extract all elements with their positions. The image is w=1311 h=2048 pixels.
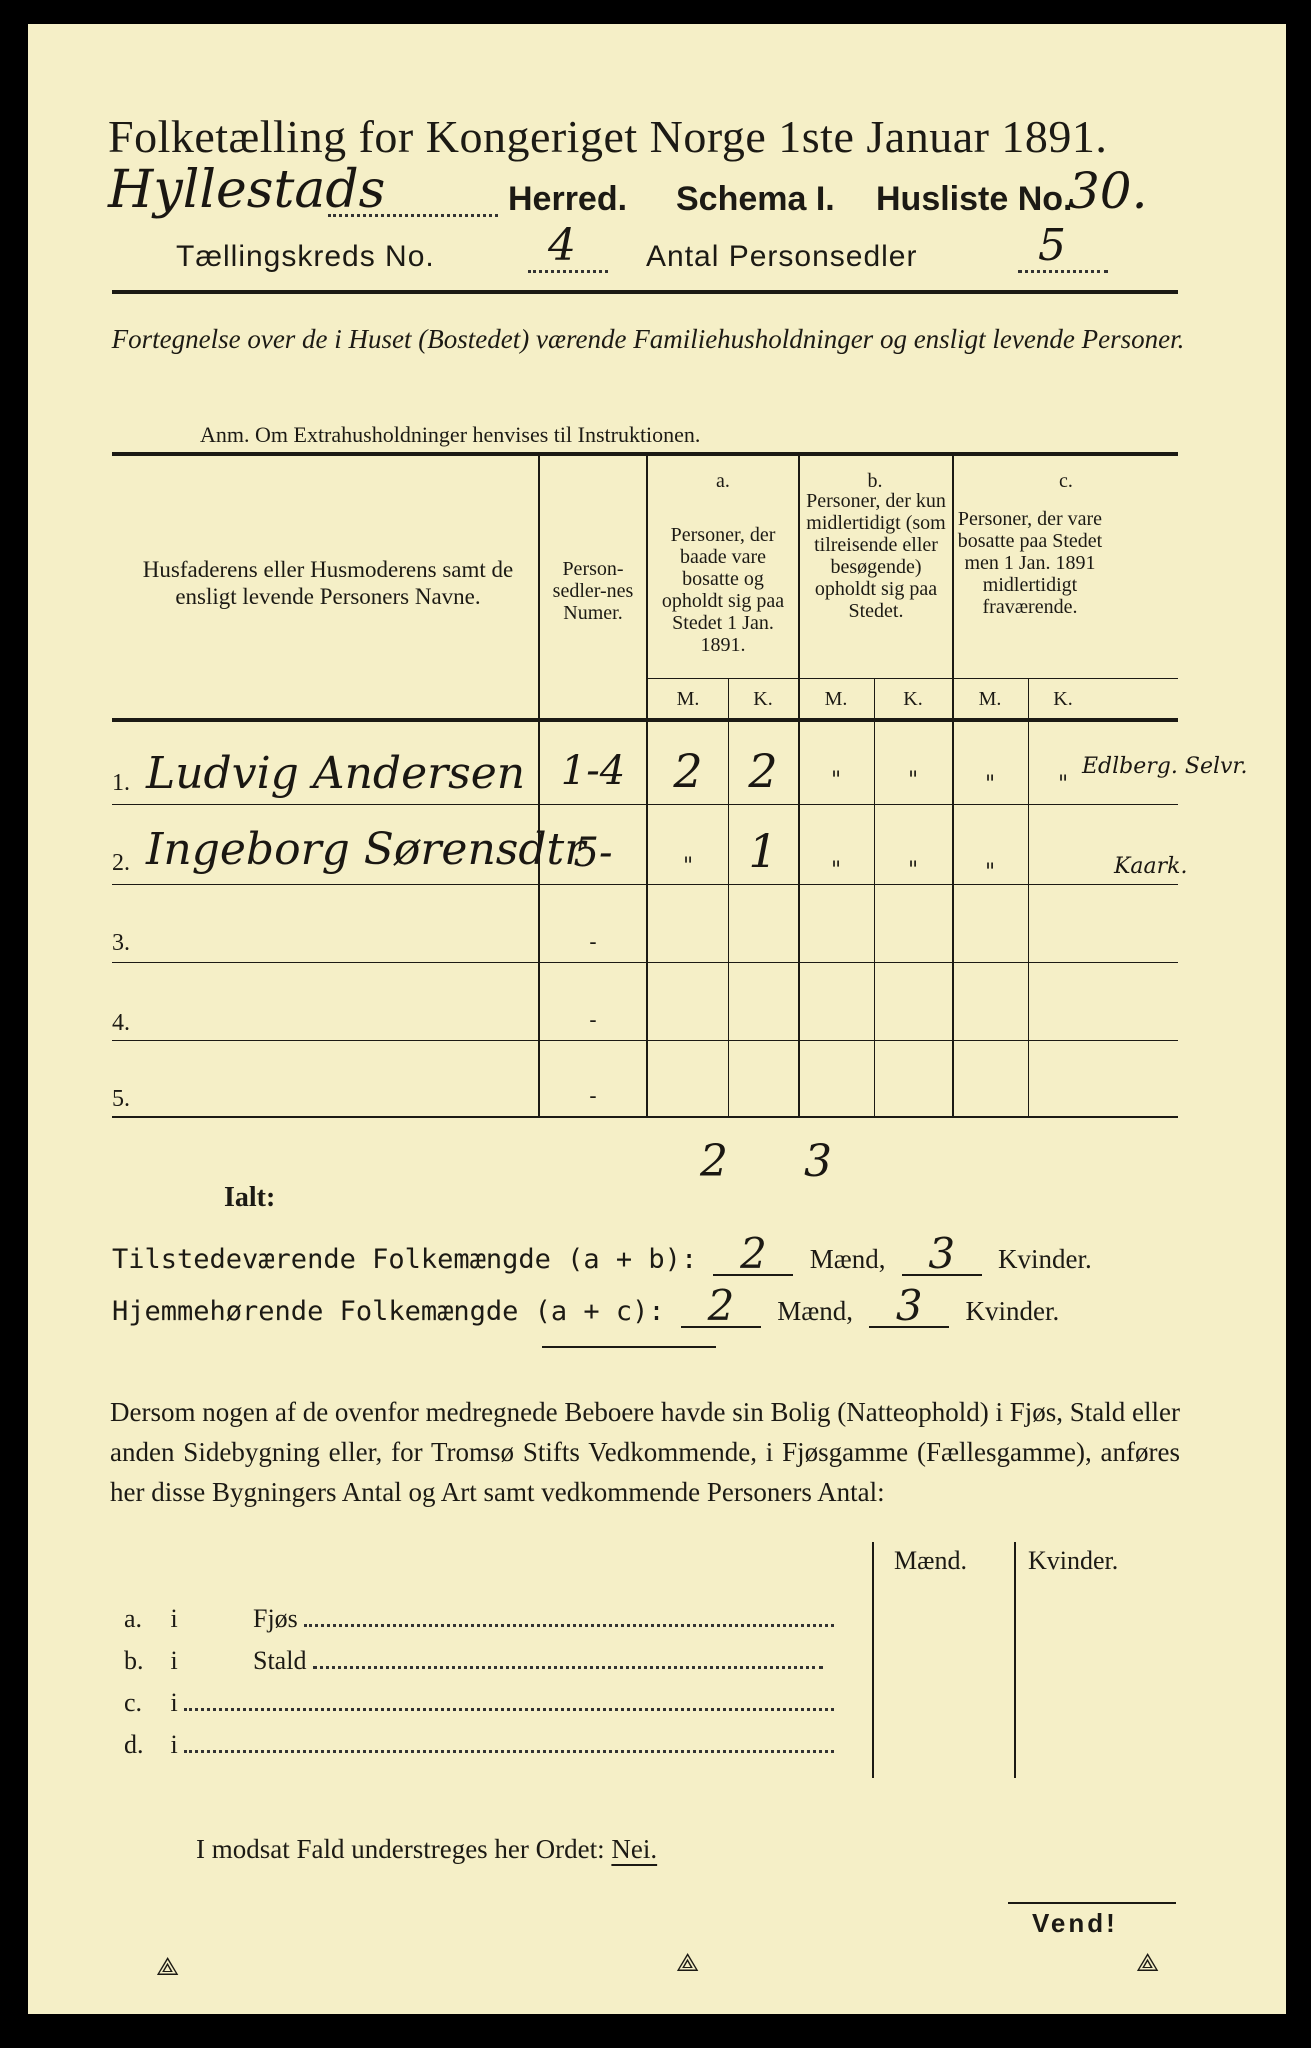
intro-text: Fortegnelse over de i Huset (Bostedet) værende Familiehusholdninger og ensligt levende Personer. (111, 324, 1185, 354)
row-1-ck: " (1057, 772, 1069, 797)
row-1-am: 2 (673, 744, 703, 798)
ialt-label: Ialt: (224, 1182, 276, 1213)
hjem-maend-value: 2 (681, 1286, 761, 1328)
col-c-letter: c. (1059, 470, 1073, 492)
buildings-maend-header: Mænd. (894, 1546, 967, 1575)
row-1-bk: " (907, 768, 919, 793)
mk-rule (648, 678, 1178, 679)
herred-dots (328, 214, 498, 217)
tilst-label: Tilstedeværende Folkemængde (a + b): (112, 1244, 698, 1275)
vend-label: Vend! (1032, 1908, 1118, 1938)
row-2-cm: " (984, 860, 996, 885)
row-2-bk: " (907, 858, 919, 883)
tilst-kvinder-value: 3 (902, 1234, 982, 1276)
herred-value: Hyllestads (108, 160, 386, 220)
buildings-kvinder-header: Kvinder. (1028, 1546, 1119, 1575)
row-1-num: 1-4 (560, 748, 626, 794)
row-2-num: 5- (573, 830, 613, 876)
corner-mark-right: ⟁ (1136, 1948, 1160, 1978)
nei-word: Nei. (611, 1834, 658, 1864)
hjem-label: Hjemmehørende Folkemængde (a + c): (112, 1296, 665, 1327)
row-2-note: Kaark. (1114, 854, 1188, 879)
schema-label: Schema I. (676, 180, 835, 218)
row-1-ak: 2 (748, 744, 778, 798)
modsat-text: I modsat Fald understreges her Ordet: (196, 1834, 605, 1864)
col-a-header: Personer, der baade vare bosatte og opholdt sig paa Stedet 1 Jan. 1891. (661, 524, 785, 656)
kreds-label: Tællingskreds No. (176, 240, 435, 273)
table-bottom-rule (112, 1116, 1178, 1118)
ialt-total-m: 2 (700, 1136, 728, 1187)
anm-note: Anm. Om Extrahusholdninger henvises til Instruktionen. (200, 422, 701, 447)
col-a-letter: a. (716, 470, 730, 492)
building-row-b: b. i Stald (124, 1646, 823, 1676)
row-2-number: 2. (112, 850, 130, 876)
row-rule-1 (112, 804, 1178, 805)
vend-rule (1008, 1902, 1176, 1904)
col-b-k: K. (903, 688, 923, 710)
kreds-dots (528, 270, 608, 273)
row-1-note: Edlberg. Selvr. (1082, 754, 1248, 779)
col-c-header: Personer, der vare bosatte paa Stedet men 1 Jan. 1891 midlertidigt fraværende. (957, 508, 1103, 618)
building-row-d: d. i (124, 1730, 834, 1760)
buildings-divider-1 (872, 1542, 874, 1778)
modsat-line (196, 1834, 657, 1865)
census-form (28, 24, 1286, 2014)
col-num-header: Person-sedler-nes Numer. (552, 558, 634, 624)
col-c-mk (1028, 678, 1029, 1118)
herred-label: Herred. (508, 180, 628, 218)
col-c-k: K. (1053, 688, 1073, 710)
corner-mark-center: ⟁ (676, 1948, 700, 1978)
row-3-number: 3. (112, 930, 130, 956)
row-1-cm: " (984, 772, 996, 797)
col-name-header: Husfaderens eller Husmoderens samt de ensligt levende Personers Navne. (142, 557, 514, 609)
hjem-maend-label: Mænd, (777, 1296, 853, 1326)
col-b-mk (874, 678, 875, 1118)
antal-dots (1018, 270, 1108, 273)
col-c-m: M. (978, 688, 1002, 710)
tilst-maend-label: Mænd, (809, 1244, 886, 1274)
husliste-value: 30. (1068, 162, 1148, 220)
row-3-num: - (589, 930, 597, 955)
hjem-kvinder-label: Kvinder. (965, 1296, 1060, 1326)
corner-mark-left: ⟁ (156, 1952, 180, 1982)
row-1-number: 1. (112, 770, 130, 796)
col-b-m: M. (824, 688, 848, 710)
row-rule-3 (112, 962, 1178, 963)
building-row-c: c. i (124, 1688, 834, 1718)
husliste-label: Husliste No. (876, 180, 1073, 218)
tilst-row (112, 1229, 1092, 1278)
row-4-num: - (589, 1008, 597, 1033)
table-header-rule (112, 718, 1178, 722)
ialt-total-k: 3 (804, 1136, 832, 1187)
row-5-number: 5. (112, 1086, 130, 1112)
tilst-kvinder-label: Kvinder. (998, 1244, 1092, 1274)
header-rule (112, 290, 1178, 294)
row-2-am: " (682, 854, 694, 879)
tilst-maend-value: 2 (713, 1234, 793, 1276)
row-1-name: Ludvig Andersen (146, 748, 526, 799)
buildings-divider-2 (1014, 1542, 1016, 1778)
col-a-k: K. (753, 688, 773, 710)
row-2-name: Ingeborg Sørensdtr (146, 824, 586, 875)
form-title: Folketælling for Kongeriget Norge 1ste Januar 1891. (108, 111, 1108, 162)
hjem-kvinder-value: 3 (869, 1286, 949, 1328)
building-row-a: a. i Fjøs (124, 1604, 834, 1634)
row-4-number: 4. (112, 1010, 130, 1036)
antal-value: 5 (1038, 220, 1066, 271)
antal-label: Antal Personsedler (646, 240, 918, 273)
row-5-num: - (589, 1084, 597, 1109)
col-b-header: Personer, der kun midlertidigt (som tilreisende eller besøgende) opholdt sig paa Stedet. (806, 490, 946, 622)
dwelling-paragraph: Dersom nogen af de ovenfor medregnede Beboere havde sin Bolig (Natteophold) i Fjøs, Stald eller anden Sidebygning eller, for Tromsø Stifts Vedkommende, i Fjøsgamme (Fællesgamme), anføres her disse Bygningers Antal og Art samt vedkommende Personers Antal: (110, 1397, 1180, 1507)
table-top-rule (112, 452, 1178, 456)
hjem-row (112, 1281, 1060, 1330)
col-a-m: M. (676, 688, 700, 710)
row-2-ak: 1 (748, 824, 778, 878)
row-rule-4 (112, 1040, 1178, 1041)
col-b-letter: b. (867, 470, 883, 492)
row-2-bm: " (830, 858, 842, 883)
row-1-bm: " (830, 768, 842, 793)
section-divider (542, 1346, 716, 1348)
kreds-value: 4 (548, 220, 576, 271)
